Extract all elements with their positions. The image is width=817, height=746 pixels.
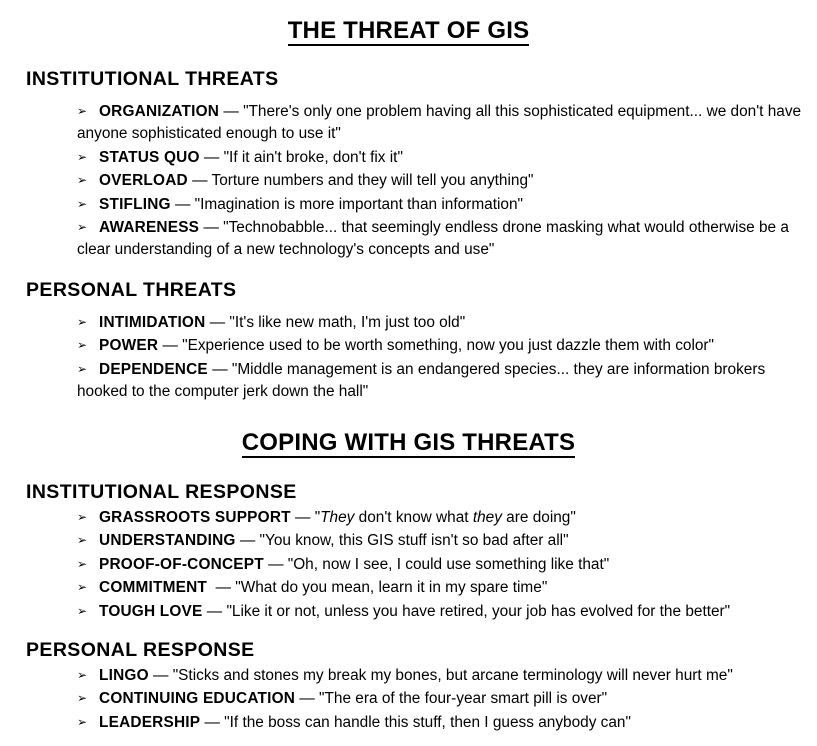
list-item-tough-love — [77, 600, 807, 623]
item-separator: — — [206, 602, 223, 620]
section-heading-personal-response: PERSONAL RESPONSE — [26, 639, 255, 661]
item-quote: "Technobabble... that seemingly endless drone masking what would otherwise be a clear understanding of a new technology's concepts and use" — [77, 219, 789, 259]
item-term: GRASSROOTS SUPPORT — [99, 509, 291, 526]
arrowhead-bullet-icon: ➢ — [77, 580, 88, 595]
coping-title — [0, 429, 817, 457]
item-quote: "If it ain't broke, don't fix it" — [223, 148, 403, 166]
list-item-commitment — [77, 576, 807, 599]
item-term: STATUS QUO — [99, 148, 200, 166]
list-item-lingo — [77, 664, 807, 687]
list-item-grassroots-support — [77, 506, 807, 529]
page-title-text: THE THREAT OF GIS — [287, 17, 530, 44]
item-separator: — — [203, 219, 219, 237]
list-item-overload — [77, 169, 807, 192]
list-item-power — [77, 334, 807, 357]
list-institutional-response — [77, 506, 807, 623]
item-term: DEPENDENCE — [99, 360, 208, 378]
arrowhead-bullet-icon: ➢ — [77, 173, 88, 188]
item-quote: "Like it or not, unless you have retired, your job has evolved for the better" — [226, 602, 731, 620]
list-item-dependence — [77, 358, 807, 404]
item-separator: — — [268, 555, 284, 573]
item-term: LEADERSHIP — [99, 713, 201, 731]
item-separator: — — [209, 314, 226, 331]
section-heading-personal-threats: PERSONAL THREATS — [26, 279, 237, 301]
arrowhead-bullet-icon: ➢ — [77, 510, 88, 524]
quote-emphasis: they — [472, 509, 502, 526]
item-separator: — — [299, 690, 315, 708]
item-quote: "Oh, now I see, I could use something like that" — [287, 555, 610, 573]
arrowhead-bullet-icon: ➢ — [77, 533, 88, 548]
arrowhead-bullet-icon: ➢ — [77, 338, 88, 353]
item-separator: — — [215, 579, 231, 597]
item-quote: Torture numbers and they will tell you anything" — [211, 172, 534, 190]
item-term: AWARENESS — [99, 219, 200, 237]
arrowhead-bullet-icon: ➢ — [77, 104, 88, 118]
item-separator: — — [162, 337, 178, 355]
arrowhead-bullet-icon: ➢ — [77, 603, 88, 618]
item-quote: "It's like new math, I'm just too old" — [229, 314, 466, 331]
arrowhead-bullet-icon: ➢ — [77, 315, 88, 329]
list-personal-threats — [77, 311, 807, 404]
item-quote: "Middle management is an endangered species... they are information brokers hooked to the computer jerk down the hall" — [77, 360, 766, 401]
item-quote: "Experience used to be worth something, now you just dazzle them with color" — [182, 337, 715, 355]
item-term: PROOF-OF-CONCEPT — [99, 555, 264, 573]
list-item-organization — [77, 100, 807, 146]
arrowhead-bullet-icon: ➢ — [77, 714, 88, 729]
page-title — [0, 17, 817, 45]
item-term: OVERLOAD — [99, 172, 188, 190]
item-separator: — — [204, 713, 220, 731]
item-separator: — — [203, 148, 220, 166]
quote-part: don't know what — [354, 509, 473, 526]
list-item-stifling — [77, 193, 807, 216]
list-item-intimidation — [77, 311, 807, 334]
quote-part: are doing" — [501, 509, 576, 526]
item-separator: — — [153, 667, 169, 684]
item-separator: — — [175, 195, 191, 213]
item-term: CONTINUING EDUCATION — [99, 690, 296, 708]
list-institutional-threats — [77, 100, 807, 262]
item-separator: — — [239, 532, 256, 550]
item-term: COMMITMENT — [99, 579, 208, 597]
arrowhead-bullet-icon: ➢ — [77, 668, 88, 682]
quote-part: " — [314, 509, 321, 526]
item-quote: "Imagination is more important than information" — [194, 195, 523, 213]
item-separator: — — [223, 103, 239, 120]
coping-title-text: COPING WITH GIS THREATS — [241, 429, 576, 456]
item-term: UNDERSTANDING — [99, 532, 236, 550]
section-heading-institutional-threats: INSTITUTIONAL THREATS — [26, 68, 279, 90]
list-item-awareness — [77, 216, 807, 262]
item-separator: — — [212, 360, 228, 378]
list-item-leadership — [77, 711, 807, 734]
item-quote: "If the boss can handle this stuff, then I guess anybody can" — [224, 713, 631, 731]
item-term: INTIMIDATION — [99, 314, 206, 331]
item-quote: "What do you mean, learn it in my spare time" — [235, 579, 548, 597]
item-term: ORGANIZATION — [99, 103, 220, 120]
quote-emphasis: They — [320, 509, 355, 526]
item-quote — [315, 509, 576, 526]
arrowhead-bullet-icon: ➢ — [77, 361, 88, 376]
item-separator: — — [192, 172, 208, 190]
list-item-proof-of-concept — [77, 553, 807, 576]
list-item-continuing-education — [77, 687, 807, 710]
item-quote: "There's only one problem having all this sophisticated equipment... we don't have anyone sophisticated enough to use it" — [77, 103, 802, 143]
list-item-understanding — [77, 529, 807, 552]
item-term: POWER — [99, 337, 159, 355]
arrowhead-bullet-icon: ➢ — [77, 556, 88, 571]
item-quote: "The era of the four-year smart pill is over" — [319, 690, 608, 708]
item-term: TOUGH LOVE — [99, 602, 203, 620]
item-quote: "You know, this GIS stuff isn't so bad after all" — [259, 532, 569, 550]
arrowhead-bullet-icon: ➢ — [77, 691, 88, 706]
item-quote: "Sticks and stones my break my bones, but arcane terminology will never hurt me" — [172, 667, 733, 684]
arrowhead-bullet-icon: ➢ — [77, 196, 88, 211]
arrowhead-bullet-icon: ➢ — [77, 149, 88, 164]
list-item-status-quo — [77, 146, 807, 169]
item-separator: — — [295, 509, 311, 526]
item-term: LINGO — [99, 667, 149, 684]
list-personal-response — [77, 664, 807, 734]
arrowhead-bullet-icon: ➢ — [77, 220, 88, 235]
section-heading-institutional-response: INSTITUTIONAL RESPONSE — [26, 481, 297, 503]
item-term: STIFLING — [99, 195, 171, 213]
